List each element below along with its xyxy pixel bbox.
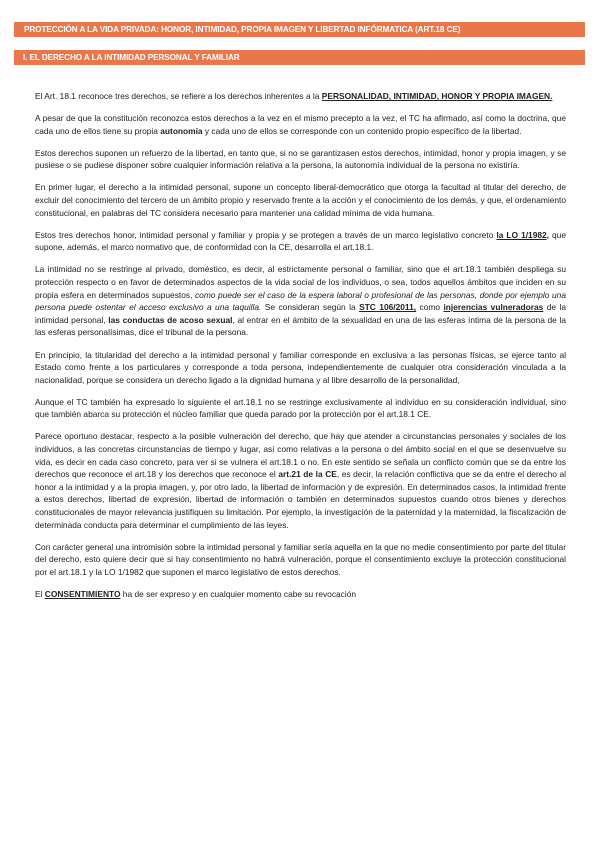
paragraph-11 (35, 588, 566, 601)
law-reference: la LO 1/1982, (496, 229, 550, 240)
paragraph-text: Se consideran según la (261, 302, 360, 313)
paragraph-10: Con carácter general una intromisión sobre la intimidad personal y familiar sería aquella en la que no medie consentimiento por parte del titular del derecho, esto quiere decir que si hay consentimiento no habrá vulneración, porque el consentimiento excluye la protección constitucional por el art.18.1 y la LO 1/1982 que suponen el marco legislativo de estos derechos. (35, 541, 566, 577)
paragraph-text: A pesar de que la constitución reconozca estos derechos a la vez en el mismo precepto a la vez, el TC ha afirmado, así como la doctrina, que cada uno de ellos tiene su propia (35, 113, 566, 136)
rights-emphasis: PERSONALIDAD, INTIMIDAD, HONOR Y PROPIA IMAGEN. (321, 91, 553, 101)
document-body (35, 90, 566, 610)
paragraph-9 (35, 430, 566, 531)
paragraph-text: Parece oportuno destacar, respecto a la posible vulneración del derecho, que hay que atender a circunstancias personales y sociales de los individuos, a las concretas circunstancias de tiempo y lugar, así como relativas a la persona o del ámbito social en el que se desenvuelve su vida, es decir en cada caso concreto, para ver si se vulnera el art.18.1 o no. En este sentido se señala un conflicto común que se da entre los derechos que reconoce el art.18 y los derechos que reconoce el (35, 431, 566, 480)
example-italic: como puede ser el caso de la espera laboral o profesional de las personas, donde por ejemplo una persona puede ostentar el acceso exclusivo a una taquilla. (35, 289, 566, 313)
paragraph-text: de la intimidad personal, (35, 302, 567, 325)
paragraph-5 (35, 229, 566, 254)
ruling-reference: STC 106/2011, (359, 302, 417, 313)
document-title-banner (14, 22, 585, 37)
paragraph-2 (35, 112, 566, 137)
document-title: PROTECCIÓN A LA VIDA PRIVADA: HONOR, INTIMIDAD, PROPIA IMAGEN Y LIBERTAD INFÓRMATICA (ART.18 CE) (24, 25, 461, 34)
section-heading-banner (14, 50, 585, 65)
paragraph-3: Estos derechos suponen un refuerzo de la libertad, en tanto que, si no se garantizasen estos derechos, intimidad, honor y propia imagen, y se pusiese o se pudiese disponer sobre cualquier información relativa a la persona, la autonomía individual de la persona no existiría. (35, 147, 566, 171)
injerencias-emphasis: injerencias vulneradoras (443, 302, 544, 313)
paragraph-6 (35, 263, 566, 339)
consent-emphasis: CONSENTIMIENTO (44, 589, 121, 599)
section-heading: I. EL DERECHO A LA INTIMIDAD PERSONAL Y FAMILIAR (23, 53, 240, 62)
paragraph-4: En primer lugar, el derecho a la intimidad personal, supone un concepto liberal-democrático que otorga la facultad al titular del derecho, de excluir del conocimiento del tercero de un ámbito propio y reservado frente a la acción y el conocimiento de los demás, y que, el ordenamiento constitucional, en palabras del TC considera necesario para mantener una calidad mínima de vida humana. (35, 182, 566, 218)
paragraph-text: , es decir, la relación conflictiva que se da entre el derecho al honor a la intimidad y a la propia imagen, y, por otro lado, la libertad de información y de expresión. En determinados casos, la intimidad frente a estos derechos, libertad de expresión, libertad de información o también en determinados supuestos cuando otros bienes y derechos constitucionales de mayor relevancia justifiquen su limitación. Por ejemplo, la investigación de la paternidad y la maternidad, la fiscalización de determinada conducta para determinar el cumplimiento de las leyes. (35, 469, 566, 530)
harassment-emphasis: las conductas de acoso sexual (108, 314, 233, 325)
paragraph-7: En principio, la titularidad del derecho a la intimidad personal y familiar corresponde en exclusiva a las personas físicas, se ejerce tanto al Estado como frente a los particulares y corresponde a toda persona, independientemente de cualquier otra consideración vinculada a la nacionalidad, porque se considera un derecho ligado a la dignidad humana y al libre desarrollo de la personalidad, (35, 349, 566, 385)
paragraph-text: , al entrar en el ámbito de la sexualidad en una de las esferas íntima de la persona de la las esferas personalísimas, dice el tribunal de la persona. (35, 314, 567, 338)
paragraph-8: Aunque el TC también ha expresado lo siguiente el art.18.1 no se restringe exclusivamente al individuo en su consideración individual, sino que también abarca su protección el núcleo familiar que queda parado por la protección por el art.18.1 CE. (35, 396, 566, 420)
article-reference: art.21 de la CE (278, 469, 337, 480)
paragraph-text: ha de ser expreso y en cualquier momento cabe su revocación (120, 589, 357, 599)
autonomy-emphasis: autonomía (160, 125, 203, 136)
paragraph-text: que supone, además, el marco normativo que, de conformidad con la CE, desarrolla el art.18.1. (35, 229, 566, 253)
paragraph-text: como (416, 302, 444, 313)
paragraph-text: El (35, 589, 45, 599)
paragraph-text: y cada uno de ellos se corresponde con un contenido propio específico de la libertad. (202, 125, 522, 136)
paragraph-text: La intimidad no se restringe al privado, doméstico, es decir, al estrictamente personal o familiar, sino que el art.18.1 también despliega su protección respecto o en favor de determinados aspectos de la vida social de los individuos, o sea, todos aquellos ámbitos que inciden en su propia esfera en determinados supuestos, (35, 264, 566, 300)
paragraph-1 (35, 90, 566, 103)
paragraph-text: Estos tres derechos honor, intimidad personal y familiar y propia y se protegen a través de un marco legislativo concreto (35, 229, 497, 240)
paragraph-text: El Art. 18.1 reconoce tres derechos, se refiere a los derechos inherentes a la (35, 91, 322, 101)
